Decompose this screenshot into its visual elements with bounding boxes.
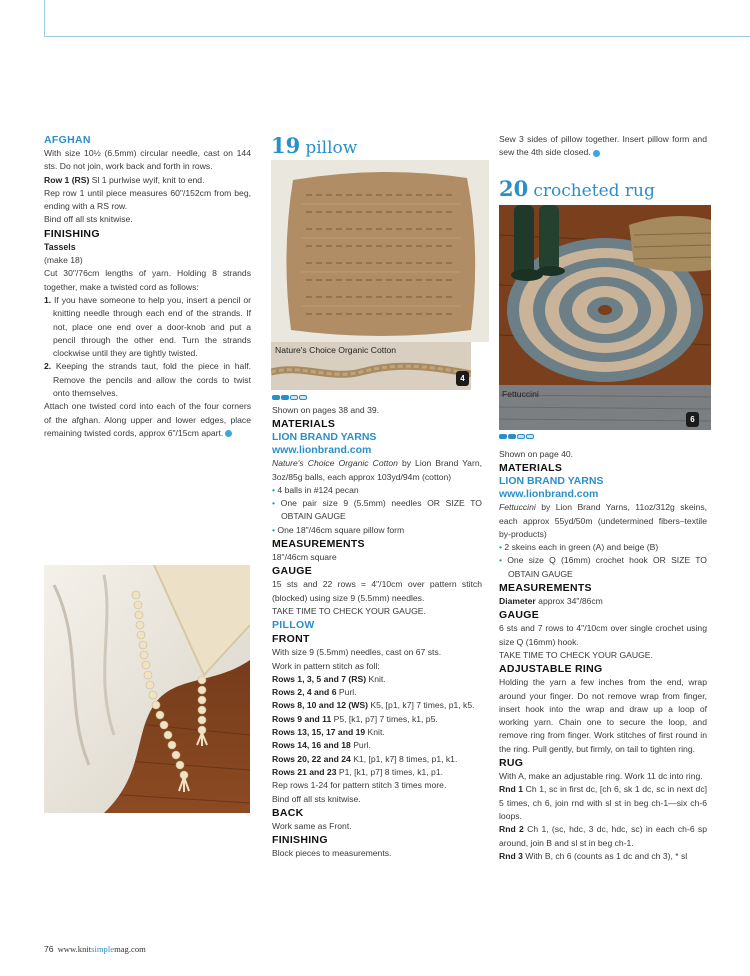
pillow-bullet: • One 18"/46cm square pillow form	[272, 524, 405, 535]
afghan-column	[44, 133, 251, 440]
tassels-heading: Tassels	[44, 241, 76, 252]
pillow-row: Rows 1, 3, 5 and 7 (RS) Knit.	[272, 673, 386, 684]
skill-bar-icon	[526, 434, 534, 439]
rug-gauge: 6 sts and 7 rows to 4"/10cm over single crochet using size Q (16mm) hook.	[499, 623, 707, 647]
rug-shown: Shown on page 40.	[499, 449, 574, 459]
rug-number: 20	[499, 176, 529, 201]
pillow-gauge-heading: GAUGE	[272, 565, 313, 578]
pillow-photo	[271, 160, 489, 342]
rug-measurements-heading: MEASUREMENTS	[499, 582, 592, 595]
pillow-weight-icon: 4	[456, 371, 469, 386]
afghan-row1: Row 1 (RS) Sl 1 purlwise wyif, knit to end.	[44, 174, 205, 185]
rug-adjustable-ring-heading: ADJUSTABLE RING	[499, 663, 603, 676]
pillow-column	[272, 404, 482, 860]
pillow-finishing: Block pieces to measurements.	[272, 848, 392, 859]
afghan-finishing-heading: FINISHING	[44, 227, 100, 240]
skill-bar-icon	[272, 395, 280, 400]
skill-bar-icon	[281, 395, 289, 400]
rug-round: Rnd 1 Ch 1, sc in first dc, [ch 6, sk 1 dc, sc in next dc] 5 times, ch 6, join rnd with sl st in beg ch-1—six ch-6 loops.	[499, 784, 708, 821]
page-footer	[44, 944, 146, 954]
top-rule	[44, 36, 750, 37]
afghan-bind-off: Bind off all sts knitwise.	[44, 214, 133, 225]
end-mark-icon	[225, 430, 232, 437]
pillow-row: Rows 20, 22 and 24 K1, [p1, k7] 8 times, p1, k1.	[272, 753, 458, 764]
rug-name: crocheted rug	[533, 181, 655, 201]
pillow-yarn: Nature's Choice Organic Cotton by Lion Brand Yarn, 3oz/85g balls, each approx 103yd/94m (cotton)	[272, 458, 482, 482]
rug-brand: LION BRAND YARNS	[499, 475, 604, 488]
afghan-photo	[44, 565, 250, 813]
pillow-gauge: 15 sts and 22 rows = 4"/10cm over pattern stitch (blocked) using size 9 (5.5mm) needles.	[272, 579, 482, 603]
tassels-attach: Attach one twisted cord into each of the four corners of the afghan. Along upper and lower edges, place remaining twisted cords, approx 6"/15cm apart.	[44, 401, 251, 438]
pillow-front-heading: FRONT	[272, 633, 310, 646]
skill-bar-icon	[508, 434, 516, 439]
pillow-brand-link[interactable]: www.lionbrand.com	[272, 444, 372, 457]
skill-bar-icon	[499, 434, 507, 439]
tassel-step-1: 1. If you have someone to help you, insert a pencil or knitting needle through each end of the strands. If not, place one end over a door-knob and put a pencil through the other end. Turn the strands clockwise until they are tightly twisted.	[44, 294, 251, 359]
pillow-skill-level	[272, 395, 307, 400]
rug-heading: RUG	[499, 757, 524, 770]
rug-column	[499, 448, 707, 863]
rug-gauge-check: TAKE TIME TO CHECK YOUR GAUGE.	[499, 649, 653, 660]
pillow-bullet: • One pair size 9 (5.5mm) needles OR SIZE TO OBTAIN GAUGE	[272, 498, 482, 522]
pillow-front-pattern: Work in pattern stitch as foll:	[272, 660, 380, 671]
skill-bar-icon	[517, 434, 525, 439]
tassel-step-2: 2. Keeping the strands taut, fold the piece in half. Remove the pencils and allow the cords to twist onto themselves.	[44, 361, 251, 399]
rug-adjustable-ring: Holding the yarn a few inches from the end, wrap around your finger. Do not remove wrap from finger, insert hook into the wrap and draw up a loop of working yarn. Chain one to secure the loop, and remove ring from finger. Work stitches of first round in the ring. Pull gently, but firmly, on tail to tighten ring.	[499, 677, 707, 754]
pillow-row: Rows 8, 10 and 12 (WS) K5, [p1, k7] 7 times, p1, k5.	[272, 700, 475, 711]
pillow-measurements: 18"/46cm square	[272, 552, 337, 563]
tassels-count: (make 18)	[44, 255, 83, 266]
pillow-bullet: • 4 balls in #124 pecan	[272, 484, 359, 495]
rug-photo	[499, 205, 711, 385]
pillow-row: Rows 14, 16 and 18 Purl.	[272, 740, 371, 751]
pillow-front-cast-on: With size 9 (5.5mm) needles, cast on 67 sts.	[272, 647, 442, 658]
rug-bullet: • One size Q (16mm) crochet hook OR SIZE TO OBTAIN GAUGE	[499, 555, 707, 579]
pillow-row: Rows 13, 15, 17 and 19 Knit.	[272, 727, 385, 738]
rug-round: Rnd 2 Ch 1, (sc, hdc, 3 dc, hdc, sc) in each ch-6 sp around, join B and sl st in beg ch-1.	[499, 824, 707, 848]
skill-bar-icon	[299, 395, 307, 400]
afghan-heading: AFGHAN	[44, 134, 91, 146]
rug-gauge-heading: GAUGE	[499, 609, 540, 622]
end-mark-icon	[593, 150, 600, 157]
pillow-gauge-check: TAKE TIME TO CHECK YOUR GAUGE.	[272, 605, 426, 616]
afghan-cast-on: With size 10½ (6.5mm) circular needle, cast on 144 sts. Do not join, work back and forth in rows.	[44, 148, 251, 172]
rug-swatch-label: Fettuccini	[502, 389, 539, 399]
rug-top-text: Sew 3 sides of pillow together. Insert pillow form and sew the 4th side closed.	[499, 134, 707, 158]
pillow-row: Rows 21 and 23 P1, [k1, p7] 8 times, k1, p1.	[272, 766, 444, 777]
pillow-measurements-heading: MEASUREMENTS	[272, 538, 365, 551]
pillow-repeat: Rep rows 1-24 for pattern stitch 3 times more.	[272, 780, 447, 791]
pillow-back: Work same as Front.	[272, 820, 352, 831]
pillow-finishing-heading: FINISHING	[272, 834, 328, 847]
pillow-row: Rows 9 and 11 P5, [k1, p7] 7 times, k1, p5.	[272, 713, 438, 724]
pillow-brand: LION BRAND YARNS	[272, 431, 377, 444]
rug-brand-link[interactable]: www.lionbrand.com	[499, 488, 599, 501]
footer-site-link[interactable]: www.knitsimplemag.com	[57, 944, 146, 954]
rug-start: With A, make an adjustable ring. Work 11 dc into ring.	[499, 771, 703, 782]
corner-rule	[44, 0, 45, 36]
rug-bullet: • 2 skeins each in green (A) and beige (B)	[499, 542, 659, 553]
rug-yarn: Fettuccini by Lion Brand Yarns, 11oz/312g skeins, each approx 55yd/50m (undetermined fibers–textile by-products)	[499, 502, 707, 539]
tassels-cut: Cut 30"/76cm lengths of yarn. Holding 8 strands together, make a twisted cord as follows:	[44, 268, 251, 292]
pillow-number: 19	[271, 133, 301, 158]
pillow-materials-heading: MATERIALS	[272, 418, 336, 431]
rug-skill-level	[499, 434, 534, 439]
pillow-shown: Shown on pages 38 and 39.	[272, 405, 380, 415]
rug-round: Rnd 3 With B, ch 6 (counts as 1 dc and ch 3), * sl	[499, 850, 688, 861]
afghan-repeat: Rep row 1 until piece measures 60"/152cm from beg, ending with a RS row.	[44, 187, 251, 212]
pillow-title	[271, 133, 357, 158]
pillow-swatch-label: Nature's Choice Organic Cotton	[275, 345, 397, 355]
pillow-bind-off: Bind off all sts knitwise.	[272, 793, 361, 804]
pillow-name: pillow	[305, 138, 358, 158]
pillow-section-heading: PILLOW	[272, 619, 315, 632]
skill-bar-icon	[290, 395, 298, 400]
page-number: 76	[44, 944, 54, 954]
pillow-row: Rows 2, 4 and 6 Purl.	[272, 687, 357, 698]
rug-weight-icon: 6	[686, 412, 699, 427]
pillow-back-heading: BACK	[272, 806, 304, 819]
rug-measurements: Diameter approx 34"/86cm	[499, 596, 603, 607]
rug-title	[499, 176, 655, 201]
rug-materials-heading: MATERIALS	[499, 462, 563, 475]
